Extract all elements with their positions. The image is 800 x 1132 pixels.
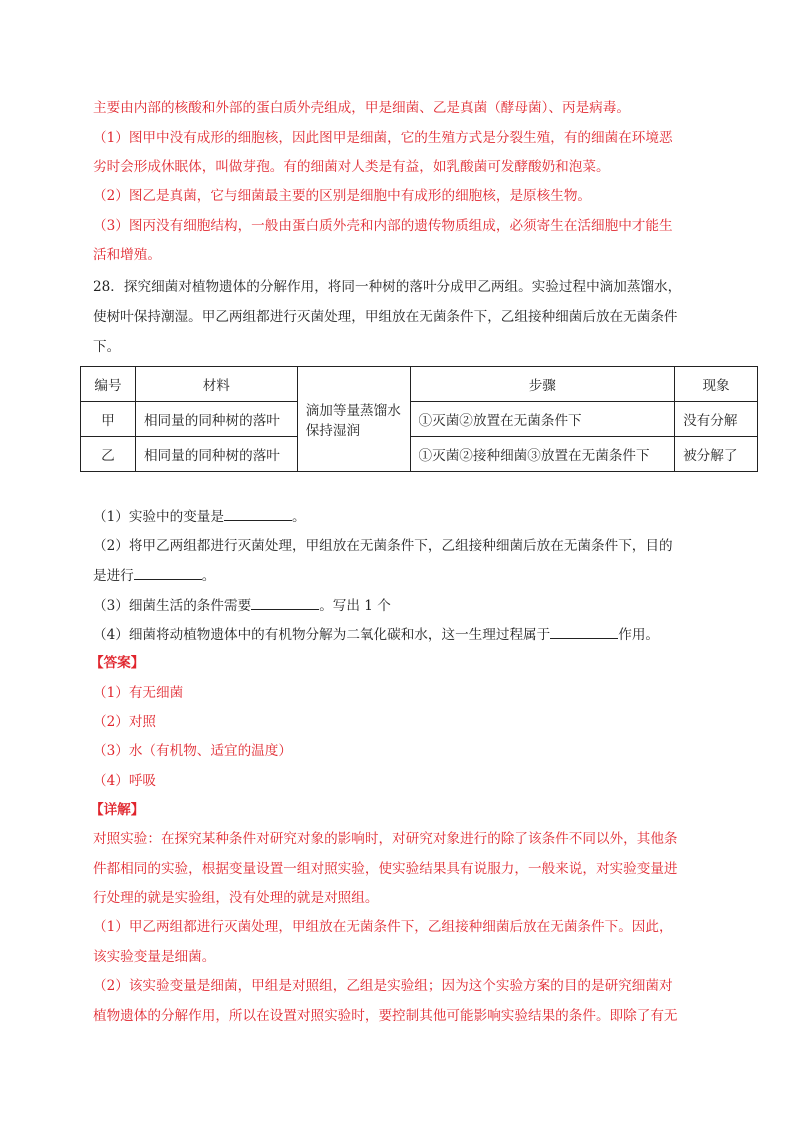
explanation-line: （1）甲乙两组都进行灭菌处理，甲组放在无菌条件下，乙组接种细菌后放在无菌条件下。因此， (93, 919, 673, 935)
explanation-line: 件都相同的实验，根据变量设置一组对照实验，使实验结果具有说服力，一般来说，对实验变量进 (93, 861, 678, 877)
answer-item: （3）水（有机物、适宜的温度） (93, 743, 292, 759)
text-line: 活和增殖。 (93, 247, 161, 263)
row-material: 相同量的同种树的落叶 (135, 402, 297, 437)
explanation-line: 对照实验：在探究某种条件对研究对象的影响时，对研究对象进行的除了该条件不同以外，其他条 (93, 831, 678, 847)
table-row (81, 437, 758, 472)
shared-condition-cell: 滴加等量蒸馏水保持湿润 (297, 367, 410, 472)
answer-item: （1）有无细菌 (93, 685, 184, 701)
answer-item: （2）对照 (93, 714, 157, 730)
header-result: 现象 (675, 367, 758, 402)
experiment-table (80, 366, 758, 472)
question-text: 下。 (93, 339, 121, 355)
answer-blank (550, 624, 618, 639)
explanation-line: 植物遗体的分解作用，所以在设置对照实验时，要控制其他可能影响实验结果的条件。即除了有无 (93, 1008, 678, 1024)
row-steps: ①灭菌②放置在无菌条件下 (410, 402, 675, 437)
answer-blank (224, 506, 292, 521)
explanation-line: 行处理的就是实验组，没有处理的就是对照组。 (93, 890, 379, 906)
answer-blank (134, 565, 202, 580)
explanation-line: （2）该实验变量是细菌，甲组是对照组，乙组是实验组；因为这个实验方案的目的是研究细菌对 (93, 978, 673, 994)
answer-heading: 【答案】 (90, 655, 145, 671)
row-result: 被分解了 (675, 437, 758, 472)
row-id: 乙 (81, 437, 136, 472)
sub-question-2-cont: 是进行 。 (93, 565, 215, 586)
question-text: 使树叶保持潮湿。甲乙两组都进行灭菌处理，甲组放在无菌条件下，乙组接种细菌后放在无菌条件 (93, 309, 678, 325)
text-line: 劣时会形成休眠体，叫做芽孢。有的细菌对人类是有益，如乳酸菌可发酵酸奶和泡菜。 (93, 159, 610, 175)
text-line: 主要由内部的核酸和外部的蛋白质外壳组成，甲是细菌、乙是真菌（酵母菌）、丙是病毒。 (93, 100, 630, 116)
table-row (81, 402, 758, 437)
table-header-row (81, 367, 758, 402)
answer-item: （4）呼吸 (93, 773, 157, 789)
header-material: 材料 (135, 367, 297, 402)
row-id: 甲 (81, 402, 136, 437)
row-result: 没有分解 (675, 402, 758, 437)
question-text: 28．探究细菌对植物遗体的分解作用，将同一种树的落叶分成甲乙两组。实验过程中滴加蒸馏水， (93, 279, 682, 295)
answer-blank (251, 595, 319, 610)
row-steps: ①灭菌②接种细菌③放置在无菌条件下 (410, 437, 675, 472)
explanation-heading: 【详解】 (90, 802, 145, 818)
sub-question-3: （3）细菌生活的条件需要 。写出 1 个 (93, 595, 391, 616)
sub-question-2: （2）将甲乙两组都进行灭菌处理，甲组放在无菌条件下，乙组接种细菌后放在无菌条件下，目的 (93, 538, 673, 554)
header-id: 编号 (81, 367, 136, 402)
text-line: （2）图乙是真菌，它与细菌最主要的区别是细胞中有成形的细胞核，是原核生物。 (93, 188, 592, 204)
sub-question-4: （4）细菌将动植物遗体中的有机物分解为二氧化碳和水，这一生理过程属于 作用。 (93, 624, 659, 645)
explanation-line: 该实验变量是细菌。 (93, 949, 216, 965)
text-line: （3）图丙没有细胞结构，一般由蛋白质外壳和内部的遗传物质组成，必须寄生在活细胞中才能生 (93, 218, 673, 234)
header-steps: 步骤 (410, 367, 675, 402)
sub-question-1: （1）实验中的变量是 。 (93, 506, 306, 527)
row-material: 相同量的同种树的落叶 (135, 437, 297, 472)
text-line: （1）图甲中没有成形的细胞核，因此图甲是细菌，它的生殖方式是分裂生殖，有的细菌在环境恶 (93, 130, 673, 146)
